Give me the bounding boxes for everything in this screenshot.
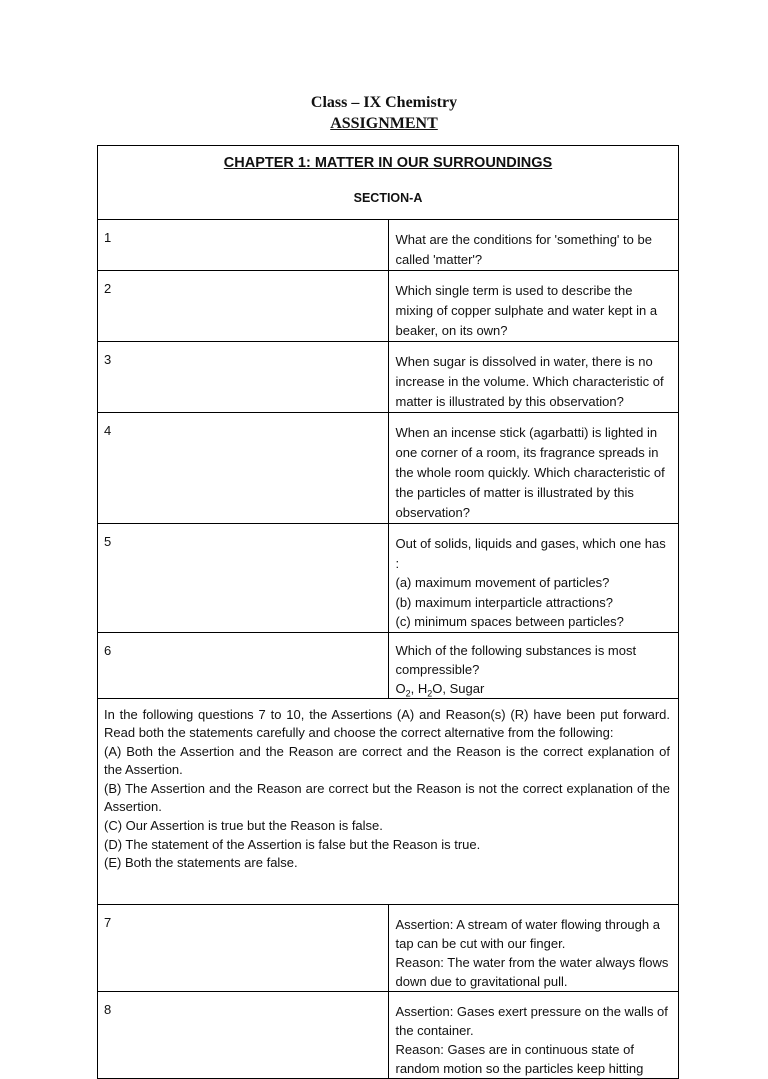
formula-rest: O, Sugar [432, 680, 485, 696]
instruction-option: (A) Both the Assertion and the Reason are correct and the Reason is the correct explanation of the Assertion. [104, 743, 670, 778]
table-row [98, 524, 679, 633]
instruction-option: (E) Both the statements are false. [104, 855, 298, 871]
question-line: What are the conditions for 'something' to be called 'matter'? [395, 232, 652, 267]
oxygen-subscript: 2 [405, 688, 411, 699]
question-line: Out of solids, liquids and gases, which one has : [395, 536, 666, 571]
table-row [98, 991, 679, 1078]
question-text [388, 342, 679, 413]
formula-separator: , [410, 680, 418, 696]
instructions-row [98, 698, 679, 904]
chapter-header-cell [98, 146, 679, 220]
questions-table [97, 145, 679, 1079]
hydrogen-subscript: 2 [427, 688, 433, 699]
question-number: 7 [98, 904, 389, 991]
question-text [388, 413, 679, 524]
question-line: When an incense stick (agarbatti) is lighted in one corner of a room, its fragrance spreads in the whole room quickly. Which characteristic of the particles of matter is illustrated by this observation? [395, 425, 665, 520]
question-option: (c) minimum spaces between particles? [395, 614, 624, 629]
question-text [388, 904, 679, 991]
assertion-text: Assertion: A stream of water flowing through a tap can be cut with our finger. [395, 916, 660, 951]
question-line: When sugar is dissolved in water, there is no increase in the volume. Which characteristic of matter is illustrated by this observation? [395, 354, 664, 409]
question-number: 1 [98, 220, 389, 271]
chapter-header-row [98, 146, 679, 220]
table-row [98, 632, 679, 698]
question-text [388, 524, 679, 633]
question-number: 3 [98, 342, 389, 413]
instructions-cell [98, 698, 679, 904]
question-text [388, 220, 679, 271]
question-line: Which single term is used to describe the mixing of copper sulphate and water kept in a beaker, on its own? [395, 283, 658, 338]
formula-line [396, 679, 671, 698]
hydrogen-symbol: H [417, 680, 428, 696]
question-number: 2 [98, 271, 389, 342]
reason-text: Reason: The water from the water always flows down due to gravitational pull. [395, 954, 669, 989]
question-number: 6 [98, 632, 389, 698]
question-number: 8 [98, 991, 389, 1078]
oxygen-symbol: O [395, 680, 406, 696]
reason-text: Reason: Gases are in continuous state of random motion so the particles keep hitting [395, 1041, 644, 1076]
table-row [98, 904, 679, 991]
question-number: 4 [98, 413, 389, 524]
instruction-option: (D) The statement of the Assertion is false but the Reason is true. [104, 836, 481, 852]
question-number: 5 [98, 524, 389, 633]
document-title: Class – IX Chemistry [310, 94, 458, 111]
question-option: (b) maximum interparticle attractions? [395, 594, 613, 610]
instructions-lead: In the following questions 7 to 10, the Assertions (A) and Reason(s) (R) have been put forward. Read both the statements carefully and choose the correct alternative from the following: [104, 706, 670, 741]
table-row [98, 342, 679, 413]
question-line: Which of the following substances is most compressible? [395, 642, 637, 677]
document-subtitle: ASSIGNMENT [330, 115, 438, 132]
question-text [388, 632, 679, 698]
question-text [388, 271, 679, 342]
table-row [98, 220, 679, 271]
question-text [388, 991, 679, 1078]
assertion-text: Assertion: Gases exert pressure on the walls of the container. [395, 1003, 668, 1038]
chapter-title: CHAPTER 1: MATTER IN OUR SURROUNDINGS [223, 155, 553, 171]
table-row [98, 413, 679, 524]
instruction-option: (C) Our Assertion is true but the Reason is false. [104, 818, 383, 834]
section-title: SECTION-A [353, 191, 423, 205]
instruction-option: (B) The Assertion and the Reason are correct but the Reason is not the correct explanation of the Assertion. [104, 780, 670, 815]
table-row [98, 271, 679, 342]
question-option: (a) maximum movement of particles? [395, 575, 610, 590]
